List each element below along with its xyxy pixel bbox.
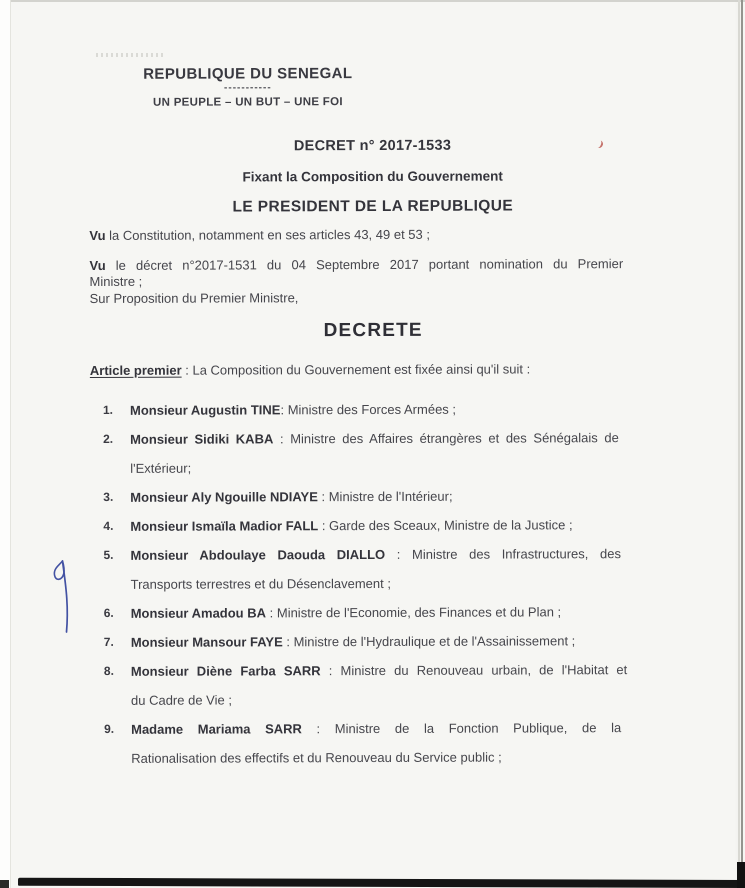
article-label: Article premier [89, 362, 182, 378]
preamble-text: Sur Proposition du Premier Ministre, [89, 290, 299, 306]
minister-name: Monsieur Ismaïla Madior FALL [130, 518, 319, 534]
item-number: 7. [103, 634, 114, 649]
minister-item-7 [91, 626, 656, 657]
minister-role: : Ministre du Renouveau urbain, de l'Habitat et du Cadre de Vie ; [130, 662, 628, 708]
minister-name: Monsieur Augustin TINE [129, 402, 281, 418]
country-title: REPUBLIQUE DU SENEGAL [143, 65, 353, 83]
minister-name: Monsieur Mansour FAYE [130, 634, 283, 650]
minister-item-4 [90, 510, 655, 541]
decree-number: DECRET n° 2017-1533 [293, 137, 452, 155]
minister-item-6 [91, 597, 656, 628]
item-number: 4. [103, 518, 114, 533]
letterhead [83, 64, 413, 110]
title-block [89, 136, 656, 217]
document-content [89, 53, 659, 773]
article-premier-line [90, 361, 657, 379]
pen-annotation [49, 553, 79, 639]
minister-name: Monsieur Diène Farba SARR [130, 663, 321, 679]
preamble-text: la Constitution, notamment en ses articles 43, 49 et 53 ; [105, 226, 431, 243]
ministers-list [90, 394, 658, 773]
minister-role: : Ministre de l'Economie, des Finances et du Plan ; [265, 604, 562, 621]
minister-role: : Ministre de l'Intérieur; [317, 488, 453, 505]
national-motto: UN PEUPLE – UN BUT – UNE FOI [152, 96, 343, 109]
decree-authority: LE PRESIDENT DE LA REPUBLIQUE [232, 197, 514, 216]
minister-role: : Ministre de l'Hydraulique et de l'Assainissement ; [282, 633, 576, 650]
preamble-text: le décret n°2017-1531 du 04 Septembre 2017 portant nomination du Premier Ministre ; [89, 256, 624, 289]
minister-role: : Garde des Sceaux, Ministre de la Justice ; [318, 517, 573, 534]
minister-name: Monsieur Aly Ngouille NDIAYE [130, 489, 318, 505]
minister-name: Monsieur Abdoulaye Daouda DIALLO [130, 546, 386, 563]
vu-lead: Vu [89, 227, 106, 243]
minister-role: : Ministre de la Fonction Publique, de la Rationalisation des effectifs et du Renouveau du Service public ; [131, 720, 622, 766]
minister-name: Monsieur Amadou BA [130, 605, 267, 621]
minister-role: : Ministre des Affaires étrangères et des Sénégalais de l'Extérieur; [130, 430, 619, 476]
scan-corner-bottom-left [0, 880, 9, 888]
article-text: : La Composition du Gouvernement est fixée ainsi qu'il suit : [181, 361, 531, 378]
decree-subject: Fixant la Composition du Gouvernement [242, 168, 503, 185]
scan-noise [96, 53, 164, 57]
minister-name: Madame Mariama SARR [131, 721, 302, 737]
preamble-vu-constitution [89, 226, 656, 244]
scan-edge-left [0, 0, 11, 888]
letterhead-divider: ----------- [224, 82, 272, 94]
preamble-sur-proposition [90, 289, 657, 307]
minister-item-3 [90, 481, 655, 512]
minister-role: : Ministre des Infrastructures, des Transports terrestres et du Désenclavement ; [130, 546, 621, 592]
preamble-vu-decret [89, 256, 656, 290]
item-number: 2. [103, 431, 114, 446]
scan-edge-top [0, 0, 745, 2]
item-number: 6. [103, 605, 114, 620]
item-number: 8. [103, 663, 114, 678]
scan-edge-bottom [18, 878, 745, 888]
item-number: 1. [102, 402, 114, 417]
minister-item-9 [91, 713, 656, 773]
minister-item-8 [91, 655, 656, 715]
minister-item-5 [90, 539, 655, 599]
minister-item-1 [90, 394, 655, 425]
enacting-word: DECRETE [323, 319, 423, 342]
item-number: 9. [104, 721, 115, 736]
scan-edge-right-shadow [738, 0, 740, 888]
item-number: 3. [103, 489, 114, 504]
minister-name: Monsieur Sidiki KABA [130, 431, 274, 447]
vu-lead: Vu [89, 257, 106, 273]
scan-edge-right [741, 0, 743, 882]
minister-item-2 [90, 423, 655, 483]
scan-corner-bottom-right [737, 862, 745, 888]
item-number: 5. [103, 547, 114, 562]
minister-role: : Ministre des Forces Armées ; [280, 401, 457, 418]
